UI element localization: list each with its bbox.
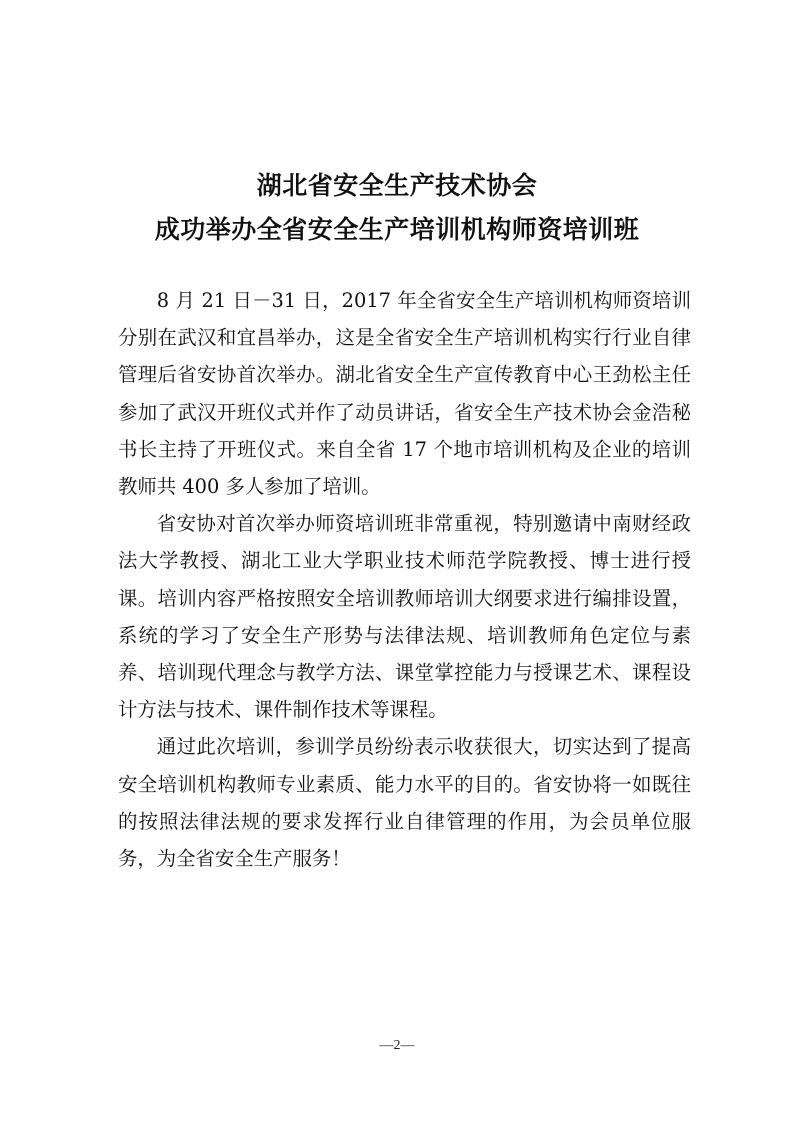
body-paragraph-3: 通过此次培训，参训学员纷纷表示收获很大，切实达到了提高安全培训机构教师专业素质、能力水平的目的。省安协将一如既往的按照法律法规的要求发挥行业自律管理的作用，为会员单位服务，为全省安全生产服务！ bbox=[118, 735, 691, 871]
document-body bbox=[118, 282, 691, 877]
page-number: —2— bbox=[379, 1038, 415, 1053]
body-paragraph-1: 8 月 21 日－31 日，2017 年全省安全生产培训机构师资培训分别在武汉和宜昌举办，这是全省安全生产培训机构实行行业自律管理后省安协首次举办。湖北省安全生产宣传教育中心王劲松主任参加了武汉开班仪式并作了动员讲话，省安全生产技术协会金浩秘书长主持了开班仪式。来自全省 17 个地市培训机构及企业的培训教师共 400 多人参加了培训。 bbox=[118, 289, 691, 499]
body-paragraph-2: 省安协对首次举办师资培训班非常重视，特别邀请中南财经政法大学教授、湖北工业大学职业技术师范学院教授、博士进行授课。培训内容严格按照安全培训教师培训大纲要求进行编排设置，系统的学习了安全生产形势与法律法规、培训教师角色定位与素养、培训现代理念与教学方法、课堂掌控能力与授课艺术、课程设计方法与技术、课件制作技术等课程。 bbox=[118, 512, 691, 722]
document-title-line-1: 湖北省安全生产技术协会 bbox=[256, 171, 538, 200]
document-title-line-2: 成功举办全省安全生产培训机构师资培训班 bbox=[154, 215, 640, 244]
